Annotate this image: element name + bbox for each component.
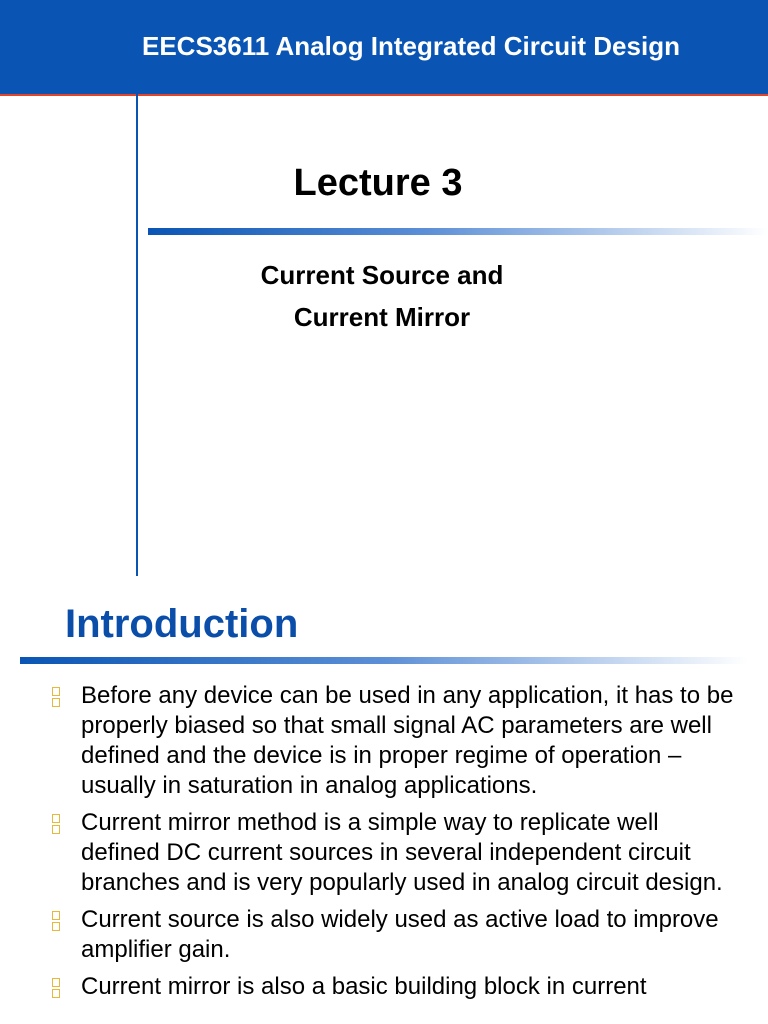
bullet-item [0, 972, 768, 1002]
course-title: EECS3611 Analog Integrated Circuit Design [142, 31, 680, 61]
vertical-rule [136, 48, 138, 576]
bullet-marker-icon [52, 814, 61, 832]
bullet-item [0, 808, 768, 898]
introduction-slide [0, 580, 768, 1024]
bullet-text: Current mirror is also a basic building block in current [81, 973, 647, 1000]
bullet-list [0, 681, 768, 1009]
heading-underline-bar [20, 657, 748, 664]
title-underline-bar [148, 228, 768, 235]
bullet-marker-icon [52, 911, 61, 929]
bullet-text: Current mirror method is a simple way to replicate well defined DC current sources in several independent circuit branches and is very popularly used in analog circuit design. [81, 809, 723, 896]
bullet-item [0, 905, 768, 965]
slide-heading: Introduction [65, 602, 299, 646]
lecture-subtitle [200, 254, 564, 338]
bullet-marker-icon [52, 978, 61, 996]
subtitle-line-2: Current Mirror [293, 302, 471, 332]
header-divider-line [0, 94, 768, 96]
lecture-title: Lecture 3 [293, 162, 463, 204]
bullet-text: Current source is also widely used as active load to improve amplifier gain. [81, 906, 719, 963]
bullet-item [0, 681, 768, 801]
bullet-marker-icon [52, 687, 61, 705]
subtitle-line-1: Current Source and [260, 260, 504, 290]
bullet-text: Before any device can be used in any application, it has to be properly biased so that small signal AC parameters are well defined and the device is in proper regime of operation – usually in saturation in analog applications. [81, 682, 734, 799]
